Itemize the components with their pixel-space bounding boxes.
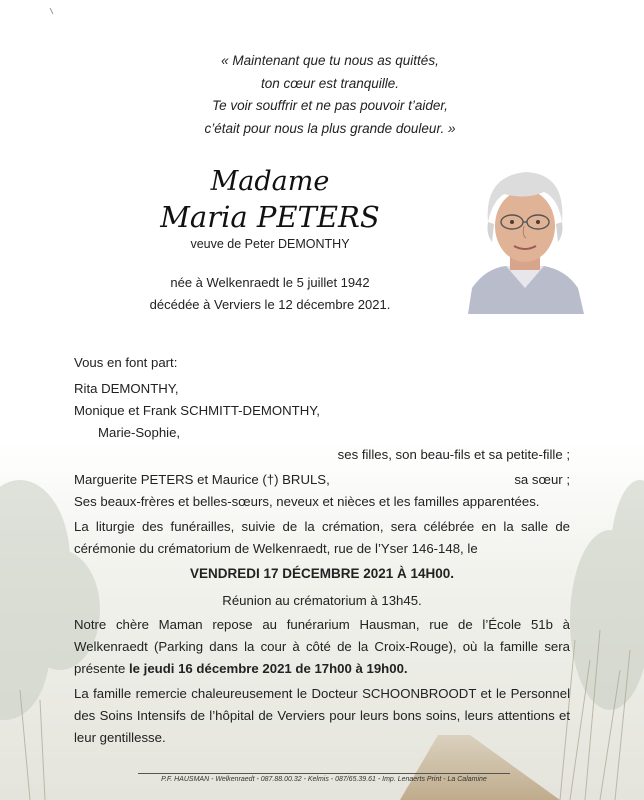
repose-text: Notre chère Maman repose au funérarium Hausman, rue de l’École 51b à Welkenraedt (Parking dans la cour à côté de la Croix-Rouge), où la famille sera présente xyxy=(74,617,570,676)
widow-of: veuve de Peter DEMONTHY xyxy=(190,237,350,251)
funeral-date: VENDREDI 17 DÉCEMBRE 2021 À 14H00. xyxy=(189,566,455,581)
family-member: Monique et Frank SCHMITT-DEMONTHY, xyxy=(74,403,320,418)
deceased-name: Maria PETERS xyxy=(160,200,380,234)
footer-divider xyxy=(138,773,510,774)
printer-footer: P.F. HAUSMAN - Welkenraedt - 087.88.00.32 - Kelmis - 087/65.39.61 - Imp. Lenaerts Print - La Calamine xyxy=(161,776,487,783)
liturgy-paragraph: La liturgie des funérailles, suivie de la crémation, sera célébrée en la salle de cérémonie du crématorium de Welkenraedt, rue de l’Yser 146-148, le xyxy=(74,519,570,556)
portrait-photo xyxy=(466,164,584,314)
sister-relation-text: sa sœur ; xyxy=(514,472,570,487)
announcement-section xyxy=(74,352,570,374)
sister-name: Marguerite PETERS et Maurice (†) BRULS, xyxy=(74,472,330,487)
birth-line: née à Welkenraedt le 5 juillet 1942 xyxy=(170,275,370,290)
deceased-title: Madame xyxy=(210,166,330,197)
quote-line: ton cœur est tranquille. xyxy=(260,75,400,91)
other-relatives: Ses beaux-frères et belles-sœurs, neveux et nièces et les familles apparentées. xyxy=(74,494,540,509)
meeting-time: Réunion au crématorium à 13h45. xyxy=(222,593,422,608)
family-member: Marie-Sophie, xyxy=(98,425,181,440)
memorial-quote xyxy=(160,50,500,140)
quote-line: Te voir souffrir et ne pas pouvoir t’aider, xyxy=(212,98,448,113)
life-dates xyxy=(120,272,420,316)
quote-line: « Maintenant que tu nous as quittés, xyxy=(221,53,439,68)
family-member: Rita DEMONTHY, xyxy=(74,381,179,396)
family-relation: ses filles, son beau-fils et sa petite-fille ; xyxy=(337,447,570,462)
thanks-paragraph: La famille remercie chaleureusement le Docteur SCHOONBROODT et le Personnel des Soins Intensifs de l’hôpital de Verviers pour leurs bons soins, leurs attentions et leur gentillesse. xyxy=(74,686,570,745)
visit-time: le jeudi 16 décembre 2021 de 17h00 à 19h00. xyxy=(129,661,408,676)
deceased-name-block xyxy=(120,165,420,251)
repose-paragraph xyxy=(74,614,570,680)
sister-line-block xyxy=(74,469,570,513)
quote-line: c’était pour nous la plus grande douleur. » xyxy=(204,120,456,136)
family-list xyxy=(74,378,570,466)
death-line: décédée à Verviers le 12 décembre 2021. xyxy=(149,297,391,312)
announcement-intro: Vous en font part: xyxy=(74,355,178,370)
